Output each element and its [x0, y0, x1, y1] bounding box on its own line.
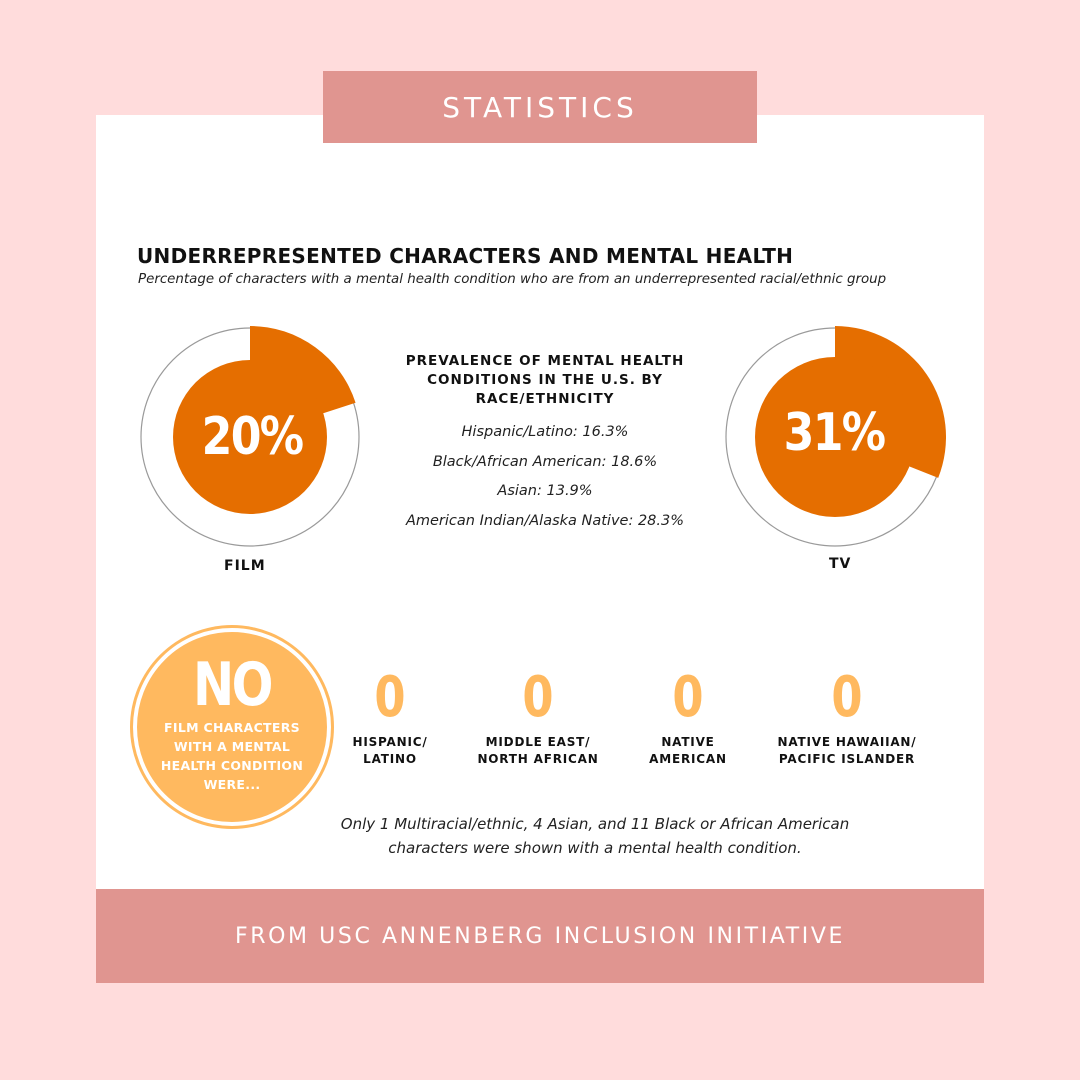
- no-callout-circle: [133, 628, 331, 826]
- zero-label-text: NATIVE AMERICAN: [649, 735, 727, 766]
- footnote-text: Only 1 Multiracial/ethnic, 4 Asian, and 11 Black or African American characters were shown with a mental health condition.: [340, 815, 850, 857]
- no-callout-word: NO: [192, 650, 272, 720]
- zero-value: 0: [672, 665, 704, 730]
- film-label: FILM: [224, 558, 266, 574]
- prevalence-item: Asian: 13.9%: [497, 483, 593, 499]
- zero-group-mena: [468, 665, 608, 768]
- no-callout-text: FILM CHARACTERS WITH A MENTAL HEALTH CONDITION WERE...: [160, 720, 304, 792]
- film-donut-chart: [139, 326, 361, 548]
- zero-value: 0: [831, 665, 863, 730]
- tv-percent-label: 31%: [783, 402, 885, 463]
- zero-group-pacific-islander: [762, 665, 932, 768]
- footer-source: FROM USC ANNENBERG INCLUSION INITIATIVE: [234, 923, 846, 949]
- header-banner: [323, 71, 757, 143]
- zero-label: [762, 734, 932, 768]
- infographic-title: UNDERREPRESENTED CHARACTERS AND MENTAL HEALTH: [137, 244, 794, 268]
- film-percent-label: 20%: [201, 406, 303, 467]
- prevalence-item: American Indian/Alaska Native: 28.3%: [405, 512, 685, 529]
- zero-label: [628, 734, 748, 768]
- prevalence-list: [370, 422, 720, 540]
- tv-donut-chart: [724, 326, 946, 548]
- prevalence-heading: PREVALENCE OF MENTAL HEALTH CONDITIONS IN THE U.S. BY RACE/ETHNICITY: [405, 353, 685, 407]
- zero-label: [330, 734, 450, 768]
- zero-label-text: HISPANIC/ LATINO: [352, 735, 428, 766]
- zero-value: 0: [522, 665, 554, 730]
- tv-label: TV: [829, 556, 852, 572]
- header-title: STATISTICS: [442, 90, 638, 124]
- zero-label-text: NATIVE HAWAIIAN/ PACIFIC ISLANDER: [777, 735, 917, 766]
- zero-group-native-american: [628, 665, 748, 768]
- infographic-subtitle: Percentage of characters with a mental health condition who are from an underrepresented racial/ethnic group: [138, 272, 887, 287]
- zero-group-hispanic: [330, 665, 450, 768]
- footer-banner: [96, 889, 984, 983]
- zero-value: 0: [374, 665, 406, 730]
- prevalence-item: Hispanic/Latino: 16.3%: [461, 424, 629, 440]
- prevalence-item: Black/African American: 18.6%: [432, 453, 658, 470]
- no-callout-description: [137, 718, 327, 794]
- zero-label-text: MIDDLE EAST/ NORTH AFRICAN: [477, 735, 599, 766]
- zero-label: [468, 734, 608, 768]
